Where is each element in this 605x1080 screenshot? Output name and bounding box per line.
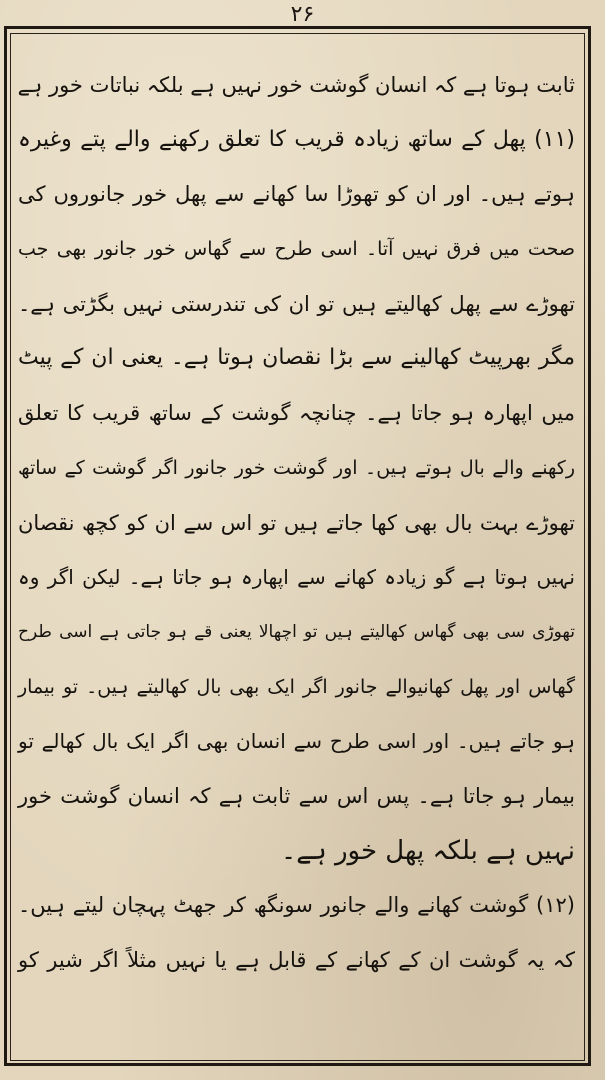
text-line: میں اپھارہ ہو جاتا ہے۔ چنانچہ گوشت کے ساتھ قریب کا تعلق xyxy=(18,401,575,426)
text-line: (۱۲) گوشت کھانے والے جانور سونگھ کر جھٹ پہچان لیتے ہیں۔ xyxy=(18,893,575,918)
urdu-text-body xyxy=(14,58,579,988)
text-line: تھوڑی سی بھی گھاس کھالیتے ہیں تو اچھالا یعنی قے ہو جاتی ہے اسی طرح xyxy=(18,621,575,642)
text-line: کہ یہ گوشت ان کے کھانے کے قابل ہے یا نہیں مثلاً اگر شیر کو xyxy=(18,948,575,972)
text-line: ہوتے ہیں۔ اور ان کو تھوڑا سا کھانے سے پھل خور جانوروں کی xyxy=(18,182,575,207)
text-line: بیمار ہو جاتا ہے۔ پس اس سے ثابت ہے کہ انسان گوشت خور xyxy=(18,783,575,808)
text-line: گھاس اور پھل کھانیوالے جانور اگر ایک بھی بال کھالیتے ہیں۔ تو بیمار xyxy=(18,675,575,698)
text-line: نہیں ہے بلکہ پھل خور ہے۔ xyxy=(280,835,575,866)
text-line: رکھنے والے بال ہوتے ہیں۔ اور گوشت خور جانور اگر گوشت کے ساتھ xyxy=(18,456,575,479)
text-line: ثابت ہوتا ہے کہ انسان گوشت خور نہیں ہے بلکہ نباتات خور ہے xyxy=(17,73,575,97)
text-line: صحت میں فرق نہیں آتا۔ اسی طرح سے گھاس خور جانور بھی جب xyxy=(18,238,575,261)
text-line: ہو جاتے ہیں۔ اور اسی طرح سے انسان بھی اگر ایک بال کھالے تو xyxy=(18,729,575,754)
text-line: تھوڑے بہت بال بھی کھا جاتے ہیں تو اس سے ان کو کچھ نقصان xyxy=(18,510,575,535)
text-line: تھوڑے سے پھل کھالیتے ہیں تو ان کی تندرستی نہیں بگڑتی ہے۔ xyxy=(18,291,575,316)
page-number: ۲۶ xyxy=(290,2,315,27)
text-line: (۱۱) پھل کے ساتھ زیادہ قریب کا تعلق رکھنے والے پتے وغیرہ xyxy=(18,126,575,152)
text-line: مگر بھرپیٹ کھالینے سے بڑا نقصان ہوتا ہے۔ یعنی ان کے پیٹ xyxy=(18,345,575,371)
text-line: نہیں ہوتا ہے گو زیادہ کھانے سے اپھارہ ہو جاتا ہے۔ لیکن اگر وہ xyxy=(18,565,575,590)
